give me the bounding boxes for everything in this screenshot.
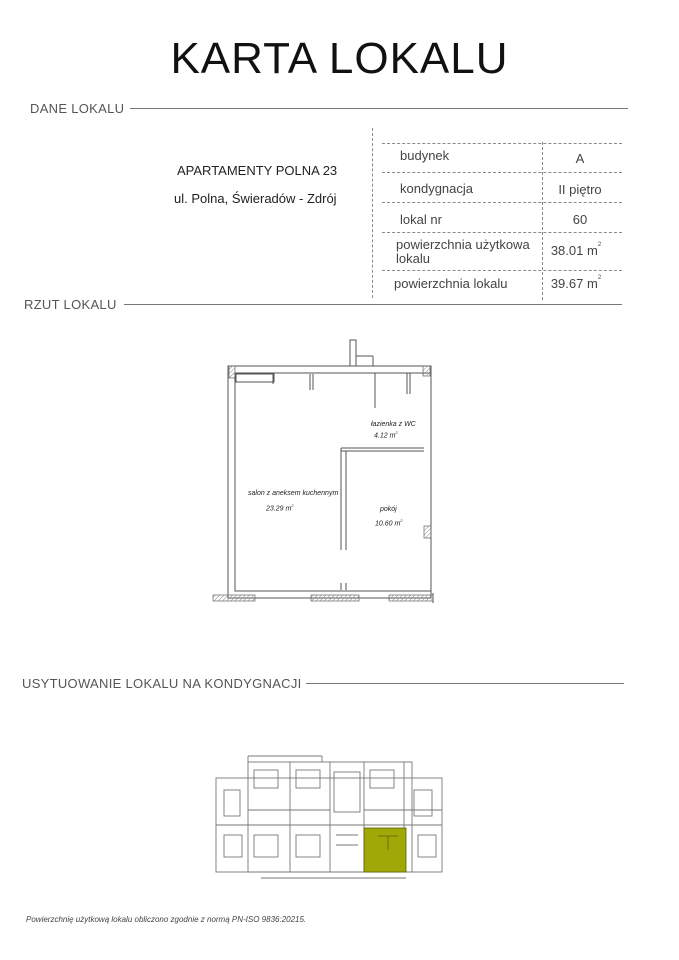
detail-label-unit-number: lokal nr <box>400 212 442 227</box>
section-rule-details <box>130 108 628 109</box>
table-rule <box>382 270 622 271</box>
detail-value-floor: II piętro <box>558 182 602 197</box>
table-rule <box>382 232 622 233</box>
page-title: KARTA LOKALU <box>170 34 509 83</box>
detail-value-total-area: 39.67 $m^2$ <box>550 275 602 291</box>
section-heading-details: DANE LOKALU <box>30 101 125 116</box>
table-divider-left <box>372 128 373 298</box>
detail-label-usable-area: powierzchnia użytkowa lokalu <box>396 237 530 266</box>
room-area-living-room: 23.29 $m^2$ <box>266 503 294 513</box>
section-heading-plan: RZUT LOKALU <box>24 297 117 312</box>
detail-label-total-area: powierzchnia lokalu <box>394 276 508 291</box>
room-name-bedroom: pokój <box>380 506 397 513</box>
detail-value-unit-number: 60 <box>572 212 588 227</box>
building-address: ul. Polna, Świeradów - Zdrój <box>174 191 337 206</box>
room-name-living-room: salon z aneksem kuchennym <box>248 490 339 497</box>
key-plan <box>206 750 452 882</box>
details-table <box>370 128 630 300</box>
section-rule-location <box>306 683 624 684</box>
unit-highlight <box>364 828 406 872</box>
floor-plan <box>205 338 445 610</box>
table-rule <box>382 172 622 173</box>
building-name: APARTAMENTY POLNA 23 <box>177 163 338 178</box>
table-rule <box>382 143 622 144</box>
detail-label-floor: kondygnacja <box>400 181 473 196</box>
footnote: Powierzchnię użytkową lokalu obliczono zgodnie z normą PN-ISO 9836:20215. <box>26 915 307 924</box>
detail-label-building: budynek <box>400 148 450 163</box>
detail-value-building: A <box>575 151 585 166</box>
room-name-bathroom: łazienka z WC <box>371 421 416 428</box>
section-heading-location: USYTUOWANIE LOKALU NA KONDYGNACJI <box>22 676 302 691</box>
table-rule <box>382 202 622 203</box>
room-area-bathroom: 4.12 $m^2$ <box>374 430 398 440</box>
detail-value-usable-area: 38.01 $m^2$ <box>550 242 602 258</box>
room-area-bedroom: 10.60 $m^2$ <box>375 518 403 528</box>
section-rule-plan <box>124 304 622 305</box>
